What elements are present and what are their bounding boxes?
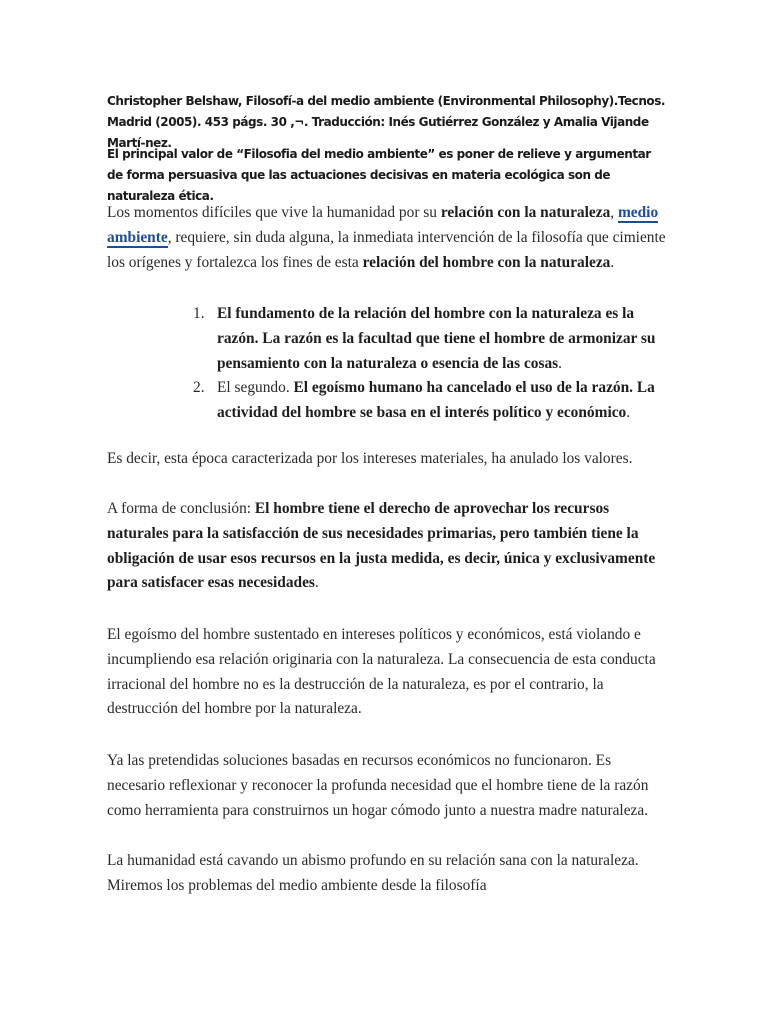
egoismo-paragraph: El egoísmo del hombre sustentado en intereses políticos y económicos, está violando e incumpliendo esa relación originaria con la naturaleza. La consecuencia de esta conducta irracional del hombre no es la destrucción de la naturaleza, es por el contrario, la destrucción del hombre por la naturaleza. — [107, 626, 656, 718]
medio-ambiente-link[interactable]: medio ambiente — [107, 204, 659, 246]
final-paragraph: La humanidad está cavando un abismo profundo en su relación sana con la naturaleza. Miremos los problemas del medio ambiente desde la filosofía — [107, 852, 639, 894]
list-item-lead: El segundo. — [217, 379, 294, 397]
list-item-tail: . — [626, 404, 631, 422]
conclusion-bold: El hombre tiene el derecho de aprovechar los recursos naturales para la satisfacción de sus necesidades primarias, pero también tiene la obligación de usar esos recursos en la justa medida, es decir, única y exclusivamente para satisfacer esas necesidades — [107, 500, 656, 592]
soluciones-paragraph: Ya las pretendidas soluciones basadas en recursos económicos no funcionaron. Es necesario reflexionar y reconocer la profunda necesidad que el hombre tiene de la razón como herramienta para construirnos un hogar cómodo junto a nuestra madre naturaleza. — [107, 752, 649, 819]
list-item-number: 2. — [193, 379, 205, 397]
intro-text-1: Los momentos difíciles que vive la humanidad por su — [107, 204, 441, 221]
intro-text-2: , — [610, 204, 618, 221]
list-item-tail: . — [558, 354, 563, 372]
list-item — [193, 302, 663, 376]
intro-text-4: . — [610, 253, 615, 271]
intro-bold-2: relación del hombre con la naturaleza — [362, 253, 611, 271]
intro-text-3: , requiere, sin duda alguna, la inmediata intervención de la filosofía que cimiente los orígenes y fortalezca los fines de esta — [107, 228, 666, 271]
book-summary: El principal valor de “Filosofia del medio ambiente” es poner de relieve y argumentar de forma persuasiva que las actuaciones decisivas en materia ecológica son de naturaleza ética. — [107, 147, 651, 203]
list-item-bold: El egoísmo humano ha cancelado el uso de la razón. La actividad del hombre se basa en el interés político y económico — [217, 379, 655, 422]
list-item-bold: El fundamento de la relación del hombre con la naturaleza es la razón. La razón es la facultad que tiene el hombre de armonizar su pensamiento con la naturaleza o esencia de las cosas — [217, 305, 656, 372]
es-decir-paragraph: Es decir, esta época caracterizada por los intereses materiales, ha anulado los valores. — [107, 450, 633, 467]
intro-bold-1: relación con la naturaleza — [440, 204, 611, 221]
intro-paragraph — [107, 201, 667, 275]
numbered-list — [193, 302, 663, 426]
conclusion-tail: . — [314, 574, 319, 592]
conclusion-lead: A forma de conclusión: — [107, 500, 255, 517]
list-item-number: 1. — [193, 305, 205, 322]
list-item — [193, 376, 663, 426]
conclusion-paragraph — [107, 497, 667, 596]
book-citation: Christopher Belshaw, Filosofí-a del medio ambiente (Environmental Philosophy).Tecnos. Madrid (2005). 453 págs. 30 ,¬. Traducción: Inés Gutiérrez González y Amalia Vijande Martí-nez. — [107, 94, 666, 150]
